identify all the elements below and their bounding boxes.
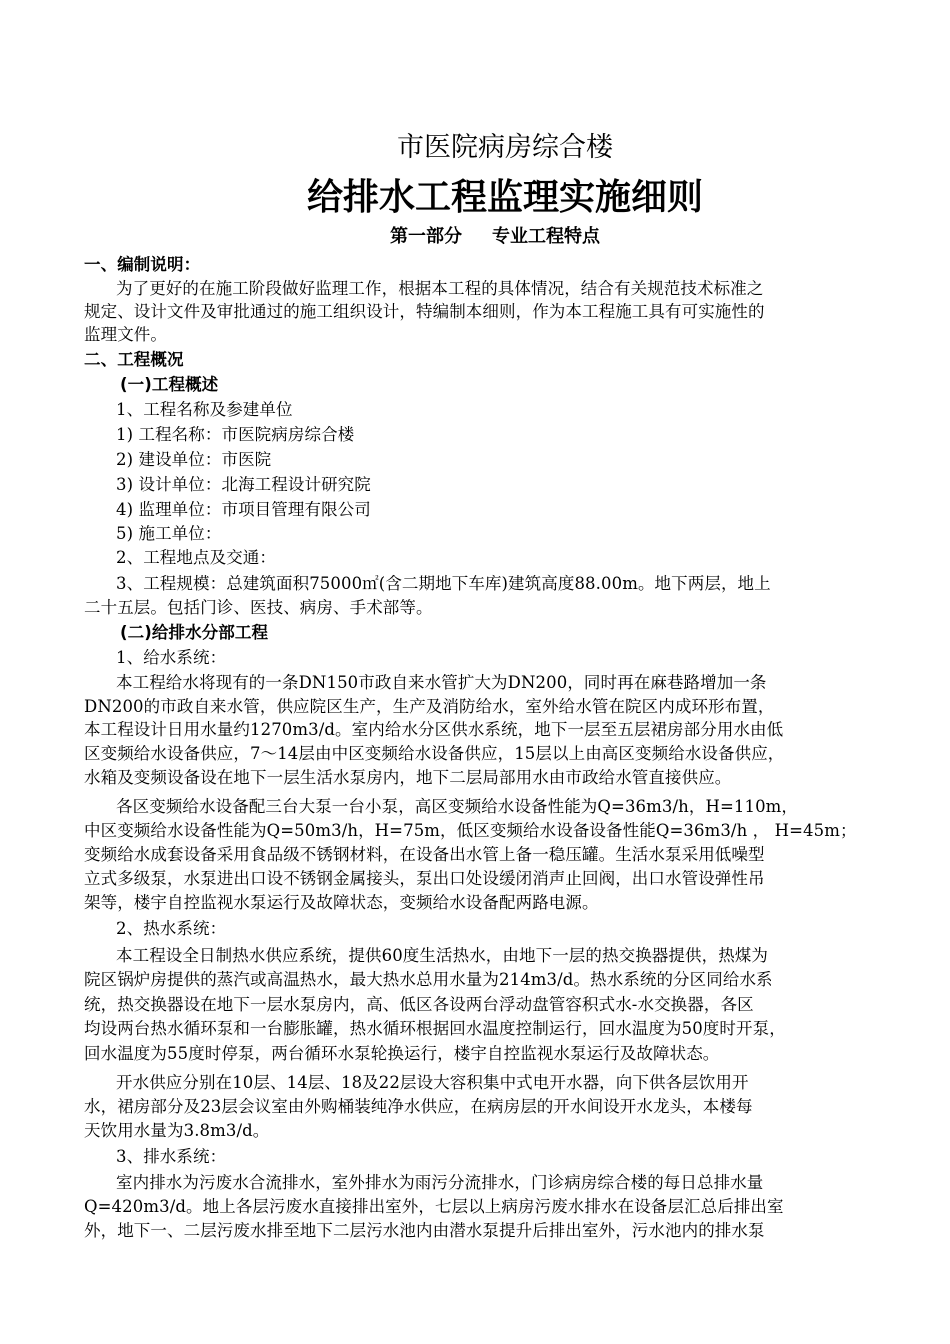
paragraph-line: 规定、设计文件及审批通过的施工组织设计，特编制本细则，作为本工程施工具有可实施性的 (84, 302, 765, 321)
topic-heading-water-supply: 1、给水系统： (116, 648, 227, 667)
paragraph-line: 监理文件。 (84, 325, 167, 344)
list-item: 3) 设计单位：北海工程设计研究院 (116, 475, 371, 494)
paragraph-line: 回水温度为55度时停泵，两台循环水泵轮换运行，楼宇自控监视水泵运行及故障状态。 (84, 1044, 720, 1063)
paragraph-line: 二十五层。包括门诊、医技、病房、手术部等。 (84, 598, 433, 617)
paragraph-line: 变频给水成套设备采用食品级不锈钢材料，在设备出水管上备一稳压罐。生活水泵采用低噪型 (84, 845, 765, 864)
subsection-heading-1: (一)工程概述 (120, 375, 219, 394)
document-title: 给排水工程监理实施细则 (306, 177, 703, 218)
paragraph-line: 架等，楼宇自控监视水泵运行及故障状态，变频给水设备配两路电源。 (84, 893, 599, 912)
list-item: 5) 施工单位： (116, 524, 222, 543)
list-item: 3、工程规模：总建筑面积75000㎡(含二期地下车库)建筑高度88.00m。地下两层，地上 (116, 574, 771, 593)
part-heading (0, 224, 950, 250)
list-item: 2) 建设单位：市医院 (116, 450, 272, 469)
list-item: 1、工程名称及参建单位 (116, 400, 293, 419)
paragraph-line: 均设两台热水循环泵和一台膨胀罐，热水循环根据回水温度控制运行，回水温度为50度时开泵， (84, 1019, 786, 1038)
part-title: 专业工程特点 (492, 226, 600, 247)
document-subtitle: 市医院病房综合楼 (397, 132, 613, 163)
list-item: 1) 工程名称：市医院病房综合楼 (116, 425, 355, 444)
part-label: 第一部分 (390, 226, 462, 247)
paragraph-line: 开水供应分别在10层、14层、18及22层设大容积集中式电开水器，向下供各层饮用开 (116, 1073, 749, 1092)
paragraph-line: 本工程设全日制热水供应系统，提供60度生活热水，由地下一层的热交换器提供，热煤为 (116, 946, 768, 965)
paragraph-line: 统，热交换器设在地下一层水泵房内，高、低区各设两台浮动盘管容积式水-水交换器，各区 (84, 995, 754, 1014)
section-heading-2: 二、工程概况 (84, 350, 184, 369)
paragraph-line: 各区变频给水设备配三台大泵一台小泵，高区变频给水设备性能为Q=36m3/h，H=110m， (116, 797, 799, 816)
paragraph-line: DN200的市政自来水管，供应院区生产，生产及消防给水，室外给水管在院区内成环形布置， (84, 697, 775, 716)
topic-heading-drainage: 3、排水系统： (116, 1147, 227, 1166)
paragraph-line: 天饮用水量为3.8m3/d。 (84, 1121, 270, 1140)
paragraph-line: 外，地下一、二层污废水排至地下二层污水池内由潜水泵提升后排出室外，污水池内的排水泵 (84, 1221, 765, 1240)
paragraph-line: 水箱及变频设备设在地下一层生活水泵房内，地下二层局部用水由市政给水管直接供应。 (84, 768, 732, 787)
paragraph-line: 院区锅炉房提供的蒸汽或高温热水，最大热水总用水量为214m3/d。热水系统的分区同给水系 (84, 970, 773, 989)
topic-heading-hot-water: 2、热水系统： (116, 919, 227, 938)
paragraph-line: 本工程设计日用水量约1270m3/d。室内给水分区供水系统，地下一层至五层裙房部分用水由低 (84, 720, 784, 739)
list-item: 4) 监理单位：市项目管理有限公司 (116, 500, 371, 519)
subsection-heading-2: (二)给排水分部工程 (120, 623, 269, 642)
paragraph-line: 为了更好的在施工阶段做好监理工作，根据本工程的具体情况，结合有关规范技术标准之 (116, 279, 764, 298)
paragraph-line: Q=420m3/d。地上各层污废水直接排出室外，七层以上病房污废水排水在设备层汇总后排出室 (84, 1197, 784, 1216)
paragraph-line: 本工程给水将现有的一条DN150市政自来水管扩大为DN200，同时再在麻巷路增加一条 (116, 673, 767, 692)
paragraph-line: 水，裙房部分及23层会议室由外购桶装纯净水供应，在病房层的开水间设开水龙头，本楼每 (84, 1097, 753, 1116)
section-heading-1: 一、编制说明： (84, 255, 201, 274)
paragraph-line: 区变频给水设备供应，7～14层由中区变频给水设备供应，15层以上由高区变频给水设备供应， (84, 744, 785, 763)
list-item: 2、工程地点及交通： (116, 548, 276, 567)
paragraph-line: 中区变频给水设备性能为Q=50m3/h，H=75m，低区变频给水设备设备性能Q=36m3/h ， H=45m； (84, 821, 857, 840)
paragraph-line: 立式多级泵，水泵进出口设不锈钢金属接头，泵出口处设缓闭消声止回阀，出口水管设弹性吊 (84, 869, 765, 888)
paragraph-line: 室内排水为污废水合流排水，室外排水为雨污分流排水，门诊病房综合楼的每日总排水量 (116, 1173, 764, 1192)
